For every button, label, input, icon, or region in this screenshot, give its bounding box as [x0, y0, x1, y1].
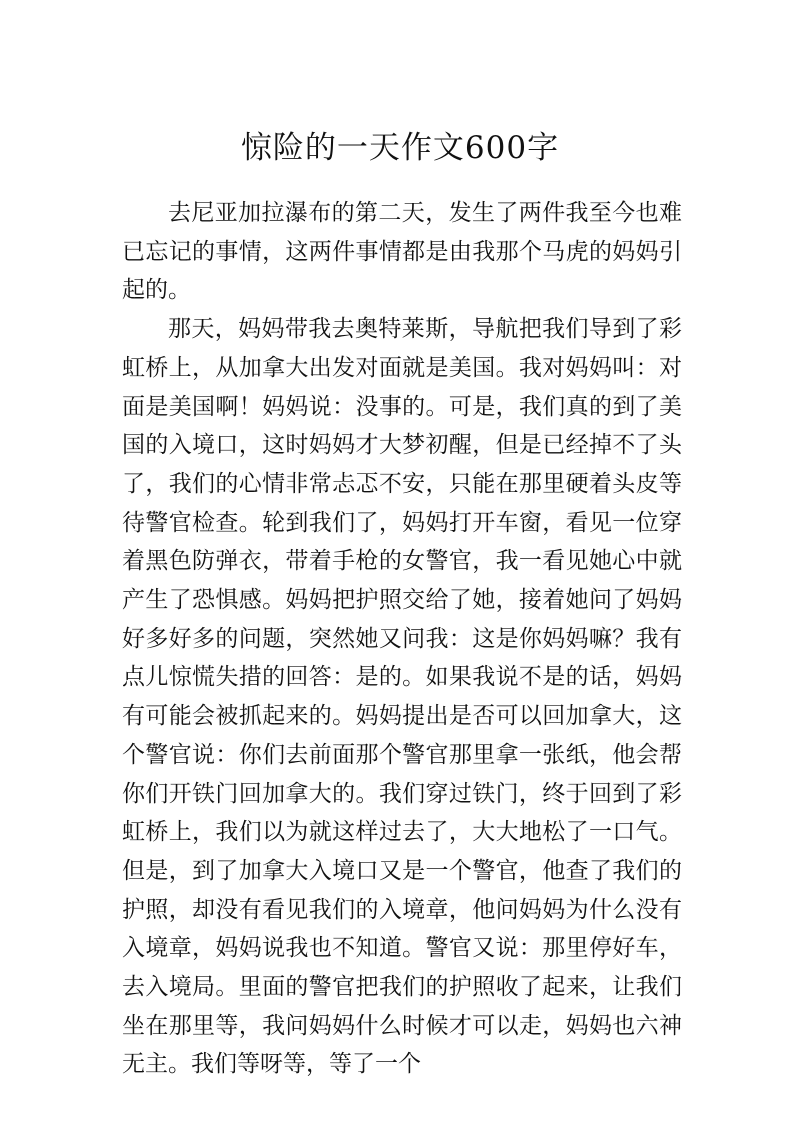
document-body [122, 194, 682, 1084]
document-title: 惊险的一天作文600字 [240, 130, 560, 166]
paragraph-2: 那天，妈妈带我去奥特莱斯，导航把我们导到了彩虹桥上，从加拿大出发对面就是美国。我对妈妈叫：对面是美国啊！妈妈说：没事的。可是，我们真的到了美国的入境口，这时妈妈才大梦初醒，但是已经掉不了头了，我们的心情非常忐忑不安，只能在那里硬着头皮等待警官检查。轮到我们了，妈妈打开车窗，看见一位穿着黑色防弹衣，带着手枪的女警官，我一看见她心中就产生了恐惧感。妈妈把护照交给了她，接着她问了妈妈好多好多的问题，突然她又问我：这是你妈妈嘛？我有点儿惊慌失措的回答：是的。如果我说不是的话，妈妈有可能会被抓起来的。妈妈提出是否可以回加拿大，这个警官说：你们去前面那个警官那里拿一张纸，他会帮你们开铁门回加拿大的。我们穿过铁门，终于回到了彩虹桥上，我们以为就这样过去了，大大地松了一口气。但是，到了加拿大入境口又是一个警官，他查了我们的护照，却没有看见我们的入境章，他问妈妈为什么没有入境章，妈妈说我也不知道。警官又说：那里停好车，去入境局。里面的警官把我们的护照收了起来，让我们坐在那里等，我问妈妈什么时候才可以走，妈妈也六神无主。我们等呀等，等了一个 [122, 316, 682, 1078]
paragraph-1: 去尼亚加拉瀑布的第二天，发生了两件我至今也难已忘记的事情，这两件事情都是由我那个马虎的妈妈引起的。 [122, 200, 682, 304]
